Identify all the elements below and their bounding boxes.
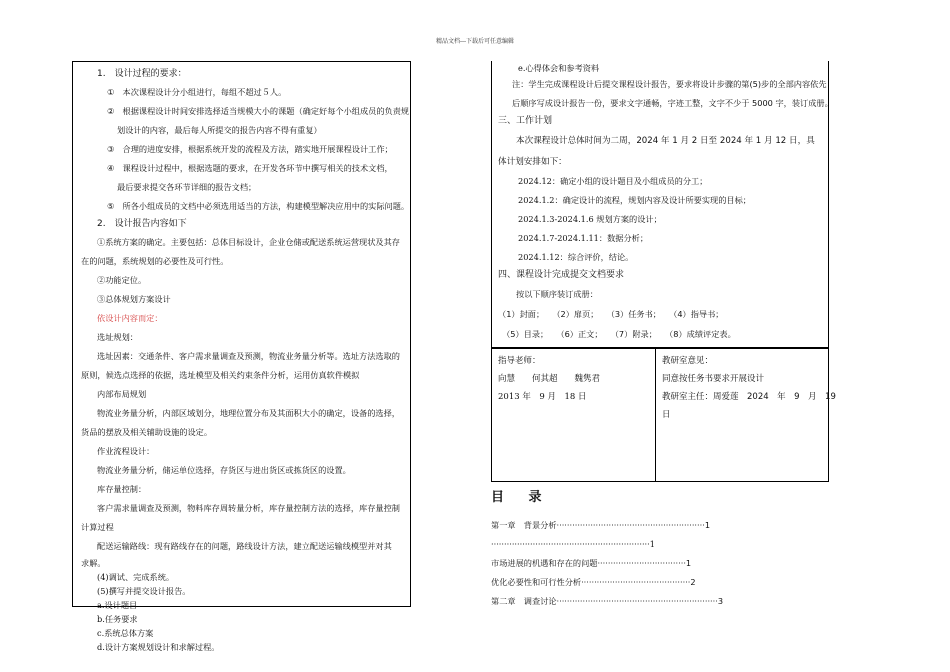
content-17: b.任务要求	[97, 614, 138, 624]
req-item-4: ④ 课程设计过程中，根据选题的要求，在开发各环节中撰写相关的技术文档，	[107, 163, 393, 173]
content-15: (5)撰写并提交设计报告。	[97, 586, 191, 596]
note-line-cont: 后顺序写成设计报告一份，要求文字通畅，字迹工整，文字不少于 5000 字，装订成册。	[512, 98, 833, 108]
content-6-cont: 原则，候选点选择的依据，选址模型及相关约束条件分析，运用仿真软件模拟	[81, 370, 360, 380]
plan-intro: 本次课程设计总体时间为二周，2024 年 1 月 2 日至 2024 年 1 月 12 日，具	[516, 136, 815, 146]
signature-table	[491, 348, 836, 482]
binding-row-2: （5）目录； （6）正文； （7）附录； （8）成绩评定表。	[498, 329, 736, 339]
req-item-2-cont: 划设计的内容，最后每人所提交的报告内容不得有重复）	[117, 125, 322, 135]
content-19: d.设计方案规划设计和求解过程。	[97, 642, 220, 652]
binding-row-1: （1）封面； （2）扉页； （3）任务书； （4）指导书；	[498, 309, 724, 319]
content-9: 作业流程设计：	[97, 446, 155, 456]
content-10: 物流业务量分析，储运单位选择，存货区与进出货区或拣货区的设置。	[97, 465, 351, 475]
plan-item-5: 2024.1.12：综合评价，结论。	[518, 252, 634, 262]
toc-title: 目 录	[491, 490, 552, 505]
plan-item-4: 2024.1.7-2024.1.11：数据分析；	[518, 233, 649, 243]
advisor-cell	[492, 349, 656, 481]
work-plan-box	[491, 61, 833, 348]
design-requirements-box	[72, 61, 411, 652]
e-line: e.心得体会和参考资料	[518, 63, 600, 73]
content-7: 内部布局规划	[97, 389, 147, 399]
note-line: 注：学生完成课程设计后提交课程设计报告，要求将设计步骤的第(5)步的全部内容依先	[512, 79, 827, 89]
heading-report-content: 2. 设计报告内容如下	[97, 219, 187, 229]
binding-order: 按以下顺序装订成册：	[516, 289, 598, 299]
advisor-names: 向慧 何其超 魏隽君	[498, 374, 601, 384]
content-14: (4)调试、完成系统。	[97, 572, 175, 582]
office-opinion: 同意按任务书要求开展设计	[662, 374, 765, 384]
content-8: 物流业务量分析，内部区域划分，地理位置分布及其面积大小的确定，设备的选择，	[97, 408, 400, 418]
toc-entry: 市场进展的机遇和存在的问题··································1	[491, 558, 692, 568]
content-13-cont: 求解。	[81, 558, 106, 568]
content-2: ②功能定位。	[97, 275, 147, 285]
content-3: ③总体规划方案设计	[97, 294, 171, 304]
content-16: a.设计题目	[97, 600, 138, 610]
toc-entry: ·····························································1	[491, 539, 655, 549]
content-1: ①系统方案的确定。主要包括：总体目标设计，企业仓储或配送系统运营现状及其存	[97, 237, 400, 247]
section-work-plan: 三、工作计划	[498, 116, 553, 126]
toc-entry: 优化必要性和可行性分析··········································2	[491, 577, 696, 587]
advisor-label: 指导老师：	[498, 356, 541, 366]
content-18: c.系统总体方案	[97, 628, 154, 638]
plan-item-3: 2024.1.3-2024.1.6 规划方案的设计；	[518, 214, 662, 224]
content-12-cont: 计算过程	[81, 522, 114, 532]
req-item-5: ⑤ 所各小组成员的文档中必须选用适当的方法，构建模型解决应用中的实际问题。	[107, 201, 410, 211]
toc-entry: 第一章 背景分析·························································1	[491, 520, 711, 530]
content-12: 客户需求量调查及预测，物料库存周转量分析，库存量控制方法的选择，库存量控制	[97, 503, 400, 513]
plan-item-2: 2024.1.2：确定设计的流程，规划内容及设计所要实现的目标；	[518, 195, 751, 205]
content-11: 库存量控制：	[97, 484, 147, 494]
director-day: 日	[662, 410, 671, 420]
req-item-2: ② 根据课程设计时间安排选择适当规模大小的课题（确定好每个小组成员的负责规	[107, 106, 410, 116]
toc-entry: 第二章 调查讨论······························································3	[491, 596, 724, 606]
plan-intro-cont: 体计划安排如下：	[498, 157, 567, 167]
content-4: 依设计内容而定：	[97, 313, 163, 323]
plan-item-1: 2024.12：确定小组的设计题目及小组成员的分工；	[518, 176, 708, 186]
advisor-date: 2013 年 9 月 18 日	[498, 392, 587, 402]
table-of-contents	[491, 488, 829, 611]
content-6: 选址因素：交通条件、客户需求量调查及预测，物流业务量分析等。选址方法选取的	[97, 351, 400, 361]
req-item-4-cont: 最后要求提交各环节详细的报告文档；	[117, 182, 257, 192]
req-item-3: ③ 合理的进度安排，根据系统开发的流程及方法，踏实地开展课程设计工作；	[107, 144, 393, 154]
req-item-1: ① 本次课程设计分小组进行，每组不超过５人。	[107, 87, 287, 97]
header-note: 精品文档---下载后可任意编辑	[435, 38, 515, 45]
office-cell	[656, 349, 836, 481]
heading-design-process: 1. 设计过程的要求：	[97, 69, 187, 79]
office-label: 教研室意见：	[662, 356, 714, 366]
content-1-cont: 在的问题，系统规划的必要性及可行性。	[81, 256, 229, 266]
content-13: 配送运输路线：现有路线存在的问题，路线设计方法，建立配送运输线模型并对其	[97, 541, 392, 551]
content-5: 选址规划：	[97, 332, 138, 342]
director-line: 教研室主任：周爱莲 2024 年 9 月 19	[662, 392, 836, 402]
content-8-cont: 货品的摆放及相关辅助设施的设定。	[81, 427, 213, 437]
section-submission: 四、课程设计完成提交文档要求	[498, 270, 625, 280]
